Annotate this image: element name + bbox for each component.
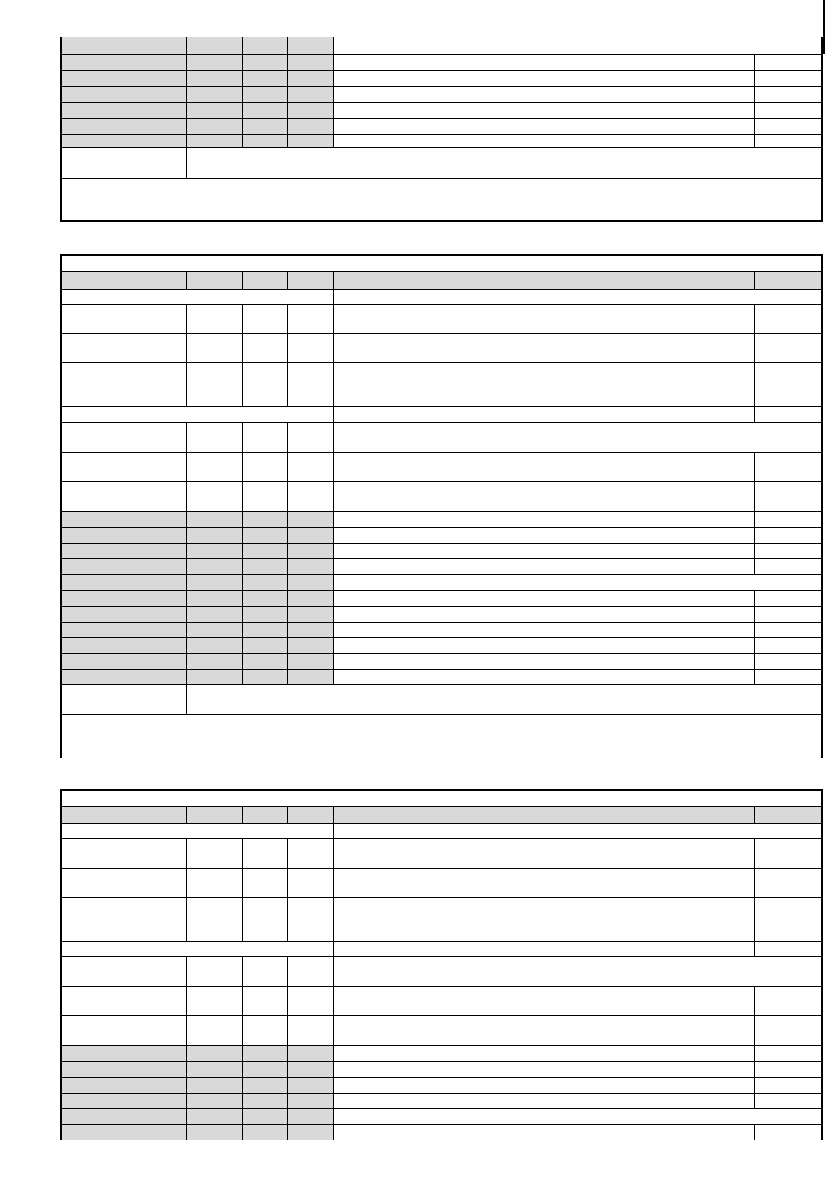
table-cell bbox=[755, 544, 821, 558]
shaded-cell bbox=[243, 87, 288, 102]
shaded-cell bbox=[288, 1062, 334, 1077]
table-cell bbox=[755, 670, 821, 684]
table-title-row bbox=[62, 256, 821, 272]
table-cell bbox=[334, 654, 755, 669]
table-cell bbox=[187, 305, 243, 333]
table-cell bbox=[243, 305, 288, 333]
table-cell bbox=[288, 987, 334, 1015]
table-cell bbox=[243, 957, 288, 986]
table-cell bbox=[755, 1078, 821, 1093]
table-row bbox=[62, 654, 821, 670]
table-row bbox=[62, 453, 821, 482]
table-cell bbox=[334, 638, 755, 653]
shaded-cell bbox=[187, 135, 243, 147]
table-row bbox=[62, 1078, 821, 1094]
table-cell bbox=[334, 103, 755, 118]
shaded-cell bbox=[243, 71, 288, 86]
shaded-cell bbox=[243, 103, 288, 118]
table-cell bbox=[755, 1094, 821, 1108]
table-cell bbox=[755, 1016, 821, 1045]
shaded-cell bbox=[187, 1078, 243, 1093]
table-cell bbox=[288, 1016, 334, 1045]
table-row bbox=[62, 334, 821, 363]
table-cell bbox=[243, 363, 288, 406]
shaded-cell bbox=[62, 1046, 187, 1061]
table-cell bbox=[187, 685, 821, 714]
table-row bbox=[62, 179, 821, 220]
shaded-cell bbox=[187, 638, 243, 653]
table-cell bbox=[334, 363, 755, 406]
table-row bbox=[62, 638, 821, 654]
table-row bbox=[62, 544, 821, 559]
section-row bbox=[62, 407, 821, 423]
table-cell bbox=[755, 898, 821, 941]
shaded-cell bbox=[288, 670, 334, 684]
table-cell bbox=[62, 334, 187, 362]
table-row bbox=[62, 839, 821, 869]
table-cell bbox=[755, 607, 821, 622]
shaded-cell bbox=[288, 37, 334, 54]
shaded-cell bbox=[187, 1094, 243, 1108]
shaded-cell bbox=[187, 87, 243, 102]
table-row bbox=[62, 685, 821, 715]
table-cell bbox=[334, 1125, 755, 1140]
shaded-cell bbox=[62, 528, 187, 543]
shaded-cell bbox=[187, 528, 243, 543]
shaded-cell bbox=[62, 623, 187, 637]
table-cell bbox=[755, 1125, 821, 1140]
shaded-cell bbox=[62, 1109, 187, 1124]
table-cell bbox=[755, 407, 821, 422]
shaded-cell bbox=[288, 575, 334, 590]
table-cell bbox=[334, 898, 755, 941]
section-row bbox=[62, 290, 821, 305]
table-row bbox=[62, 869, 821, 898]
shaded-cell bbox=[187, 559, 243, 574]
table-row bbox=[62, 363, 821, 407]
table-cell bbox=[62, 715, 821, 758]
shaded-cell bbox=[243, 135, 288, 147]
shaded-cell bbox=[243, 55, 288, 70]
table-row bbox=[62, 1125, 821, 1140]
shaded-cell bbox=[288, 272, 334, 289]
table-row bbox=[62, 135, 821, 148]
shaded-cell bbox=[62, 135, 187, 147]
table-cell bbox=[62, 256, 821, 271]
table-cell bbox=[62, 305, 187, 333]
shaded-cell bbox=[288, 1078, 334, 1093]
table-cell bbox=[334, 607, 755, 622]
table-cell bbox=[755, 1062, 821, 1077]
shaded-cell bbox=[187, 807, 243, 823]
table-cell bbox=[243, 1016, 288, 1045]
table-row bbox=[62, 71, 821, 87]
table-cell bbox=[755, 591, 821, 606]
table-cell bbox=[334, 623, 755, 637]
shaded-cell bbox=[187, 575, 243, 590]
table-cell bbox=[288, 453, 334, 481]
table-cell bbox=[755, 363, 821, 406]
shaded-cell bbox=[288, 1094, 334, 1108]
table-cell bbox=[755, 453, 821, 481]
table-cell bbox=[243, 987, 288, 1015]
table-row bbox=[62, 987, 821, 1016]
shaded-cell bbox=[288, 607, 334, 622]
shaded-cell bbox=[243, 1094, 288, 1108]
table-cell bbox=[62, 942, 334, 956]
shaded-cell bbox=[288, 103, 334, 118]
table-cell bbox=[334, 290, 821, 304]
shaded-cell bbox=[62, 37, 187, 54]
table-cell bbox=[334, 37, 821, 54]
table-row bbox=[62, 1062, 821, 1078]
table-cell bbox=[334, 87, 755, 102]
shaded-cell bbox=[62, 71, 187, 86]
table-cell bbox=[187, 334, 243, 362]
shaded-cell bbox=[288, 544, 334, 558]
shaded-cell bbox=[187, 55, 243, 70]
shaded-cell bbox=[62, 638, 187, 653]
shaded-cell bbox=[288, 654, 334, 669]
shaded-cell bbox=[187, 1062, 243, 1077]
table-row bbox=[62, 305, 821, 334]
shaded-cell bbox=[62, 575, 187, 590]
table-cell bbox=[243, 453, 288, 481]
table-cell bbox=[755, 55, 821, 70]
shaded-cell bbox=[243, 37, 288, 54]
table-cell bbox=[62, 453, 187, 481]
shaded-cell bbox=[755, 272, 821, 289]
table-cell bbox=[288, 898, 334, 941]
table-cell bbox=[755, 482, 821, 511]
table-cell bbox=[334, 869, 755, 897]
table-cell bbox=[755, 305, 821, 333]
table-cell bbox=[62, 957, 187, 986]
shaded-cell bbox=[62, 272, 187, 289]
table-cell bbox=[288, 423, 334, 452]
table-cell bbox=[334, 559, 755, 574]
shaded-cell bbox=[288, 55, 334, 70]
shaded-cell bbox=[288, 1046, 334, 1061]
table-row bbox=[62, 55, 821, 71]
table-cell bbox=[334, 1046, 755, 1061]
section-row bbox=[62, 942, 821, 957]
table-cell bbox=[62, 363, 187, 406]
table-title-row bbox=[62, 791, 821, 807]
table-cell bbox=[755, 839, 821, 868]
table-cell bbox=[334, 957, 821, 986]
table-cell bbox=[755, 87, 821, 102]
table-cell bbox=[334, 591, 755, 606]
table-cell bbox=[334, 670, 755, 684]
table-cell bbox=[187, 423, 243, 452]
table-cell bbox=[755, 1046, 821, 1061]
table-cell bbox=[755, 942, 821, 956]
shaded-cell bbox=[187, 670, 243, 684]
shaded-cell bbox=[243, 1046, 288, 1061]
table-cell bbox=[334, 71, 755, 86]
table-cell bbox=[243, 869, 288, 897]
table-cell bbox=[187, 1016, 243, 1045]
shaded-cell bbox=[62, 1094, 187, 1108]
shaded-cell bbox=[243, 1078, 288, 1093]
table-cell bbox=[334, 987, 755, 1015]
table-cell bbox=[62, 148, 187, 178]
form-table-3 bbox=[60, 789, 823, 1140]
shaded-cell bbox=[243, 591, 288, 606]
shaded-cell bbox=[243, 1062, 288, 1077]
shaded-cell bbox=[288, 1109, 334, 1124]
table-row bbox=[62, 1046, 821, 1062]
table-cell bbox=[62, 179, 821, 220]
table-row bbox=[62, 607, 821, 623]
table-row bbox=[62, 898, 821, 942]
shaded-cell bbox=[62, 1078, 187, 1093]
table-cell bbox=[334, 512, 755, 527]
table-row bbox=[62, 670, 821, 685]
table-cell bbox=[755, 987, 821, 1015]
table-cell bbox=[334, 305, 755, 333]
table-cell bbox=[187, 482, 243, 511]
shaded-cell bbox=[62, 807, 187, 823]
shaded-cell bbox=[243, 544, 288, 558]
table-cell bbox=[62, 407, 334, 422]
table-cell bbox=[62, 824, 334, 838]
table-cell bbox=[62, 1016, 187, 1045]
table-row bbox=[62, 1016, 821, 1046]
shaded-cell bbox=[62, 1125, 187, 1140]
table-row bbox=[62, 575, 821, 591]
table-cell bbox=[755, 528, 821, 543]
table-cell bbox=[62, 482, 187, 511]
table-cell bbox=[334, 575, 821, 590]
shaded-cell bbox=[288, 1125, 334, 1140]
shaded-cell bbox=[187, 654, 243, 669]
shaded-cell bbox=[187, 1125, 243, 1140]
table-cell bbox=[755, 623, 821, 637]
table-cell bbox=[187, 453, 243, 481]
table-cell bbox=[187, 148, 821, 178]
table-cell bbox=[755, 334, 821, 362]
form-table-1 bbox=[60, 37, 823, 222]
shaded-cell bbox=[243, 272, 288, 289]
table-cell bbox=[187, 957, 243, 986]
shaded-cell bbox=[62, 607, 187, 622]
table-cell bbox=[334, 407, 755, 422]
shaded-cell bbox=[288, 807, 334, 823]
table-cell bbox=[334, 839, 755, 868]
shaded-cell bbox=[243, 1125, 288, 1140]
shaded-cell bbox=[288, 591, 334, 606]
shaded-cell bbox=[187, 103, 243, 118]
shaded-cell bbox=[187, 591, 243, 606]
shaded-cell bbox=[187, 623, 243, 637]
shaded-cell bbox=[62, 103, 187, 118]
shaded-cell bbox=[243, 607, 288, 622]
table-cell bbox=[755, 119, 821, 134]
table-cell bbox=[334, 544, 755, 558]
table-cell bbox=[62, 987, 187, 1015]
table-cell bbox=[288, 305, 334, 333]
table-cell bbox=[755, 103, 821, 118]
table-cell bbox=[62, 290, 334, 304]
table-cell bbox=[334, 423, 821, 452]
table-cell bbox=[187, 839, 243, 868]
table-cell bbox=[62, 685, 187, 714]
table-header-row bbox=[62, 272, 821, 290]
table-row bbox=[62, 559, 821, 575]
table-row bbox=[62, 119, 821, 135]
table-cell bbox=[288, 482, 334, 511]
table-cell bbox=[334, 1016, 755, 1045]
form-table-2 bbox=[60, 254, 823, 758]
table-cell bbox=[62, 869, 187, 897]
shaded-cell bbox=[62, 559, 187, 574]
table-cell bbox=[62, 898, 187, 941]
shaded-cell bbox=[755, 807, 821, 823]
shaded-cell bbox=[243, 638, 288, 653]
table-row bbox=[62, 482, 821, 512]
table-cell bbox=[288, 869, 334, 897]
page-edge-rule bbox=[823, 0, 825, 54]
table-cell bbox=[334, 528, 755, 543]
table-row bbox=[62, 423, 821, 453]
shaded-cell bbox=[288, 559, 334, 574]
table-cell bbox=[334, 55, 755, 70]
shaded-cell bbox=[288, 119, 334, 134]
table-cell bbox=[334, 453, 755, 481]
shaded-cell bbox=[243, 670, 288, 684]
shaded-cell bbox=[62, 670, 187, 684]
table-cell bbox=[334, 1109, 821, 1124]
table-cell bbox=[755, 869, 821, 897]
table-cell bbox=[187, 898, 243, 941]
shaded-cell bbox=[62, 119, 187, 134]
table-cell bbox=[334, 824, 821, 838]
shaded-cell bbox=[62, 512, 187, 527]
table-cell bbox=[243, 423, 288, 452]
table-row bbox=[62, 512, 821, 528]
shaded-cell bbox=[334, 807, 755, 823]
table-cell bbox=[187, 363, 243, 406]
table-cell bbox=[62, 423, 187, 452]
shaded-cell bbox=[334, 272, 755, 289]
table-row bbox=[62, 1109, 821, 1125]
table-cell bbox=[334, 1094, 755, 1108]
table-cell bbox=[62, 791, 821, 806]
shaded-cell bbox=[187, 1046, 243, 1061]
shaded-cell bbox=[62, 1062, 187, 1077]
shaded-cell bbox=[187, 607, 243, 622]
table-row bbox=[62, 528, 821, 544]
table-cell bbox=[334, 482, 755, 511]
shaded-cell bbox=[288, 87, 334, 102]
shaded-cell bbox=[288, 512, 334, 527]
shaded-cell bbox=[288, 528, 334, 543]
shaded-cell bbox=[62, 55, 187, 70]
table-cell bbox=[243, 839, 288, 868]
shaded-cell bbox=[187, 272, 243, 289]
shaded-cell bbox=[243, 119, 288, 134]
table-cell bbox=[288, 363, 334, 406]
shaded-cell bbox=[243, 512, 288, 527]
shaded-cell bbox=[288, 623, 334, 637]
table-cell bbox=[187, 987, 243, 1015]
shaded-cell bbox=[243, 559, 288, 574]
shaded-cell bbox=[243, 1109, 288, 1124]
table-cell bbox=[755, 638, 821, 653]
table-cell bbox=[755, 559, 821, 574]
table-row bbox=[62, 957, 821, 987]
table-row bbox=[62, 623, 821, 638]
table-cell bbox=[187, 869, 243, 897]
table-cell bbox=[62, 839, 187, 868]
shaded-cell bbox=[243, 528, 288, 543]
table-cell bbox=[334, 119, 755, 134]
shaded-cell bbox=[288, 638, 334, 653]
table-cell bbox=[755, 135, 821, 147]
table-row bbox=[62, 148, 821, 179]
shaded-cell bbox=[288, 135, 334, 147]
table-row bbox=[62, 591, 821, 607]
shaded-cell bbox=[243, 807, 288, 823]
table-row bbox=[62, 715, 821, 758]
table-row bbox=[62, 1094, 821, 1109]
table-cell bbox=[288, 957, 334, 986]
shaded-cell bbox=[187, 1109, 243, 1124]
shaded-cell bbox=[62, 87, 187, 102]
table-cell bbox=[243, 898, 288, 941]
table-header-row bbox=[62, 807, 821, 824]
shaded-cell bbox=[288, 71, 334, 86]
shaded-cell bbox=[62, 654, 187, 669]
table-row bbox=[62, 87, 821, 103]
table-cell bbox=[334, 135, 755, 147]
shaded-cell bbox=[187, 119, 243, 134]
table-row bbox=[62, 37, 821, 55]
table-cell bbox=[334, 1062, 755, 1077]
shaded-cell bbox=[62, 591, 187, 606]
table-cell bbox=[288, 334, 334, 362]
shaded-cell bbox=[187, 71, 243, 86]
table-cell bbox=[334, 942, 755, 956]
table-cell bbox=[755, 654, 821, 669]
shaded-cell bbox=[187, 512, 243, 527]
section-row bbox=[62, 824, 821, 839]
table-row bbox=[62, 103, 821, 119]
shaded-cell bbox=[243, 623, 288, 637]
table-cell bbox=[755, 512, 821, 527]
shaded-cell bbox=[62, 544, 187, 558]
shaded-cell bbox=[243, 575, 288, 590]
shaded-cell bbox=[243, 654, 288, 669]
table-cell bbox=[334, 334, 755, 362]
shaded-cell bbox=[187, 544, 243, 558]
table-cell bbox=[243, 334, 288, 362]
table-cell bbox=[243, 482, 288, 511]
shaded-cell bbox=[187, 37, 243, 54]
table-cell bbox=[334, 1078, 755, 1093]
table-cell bbox=[755, 71, 821, 86]
table-cell bbox=[288, 839, 334, 868]
